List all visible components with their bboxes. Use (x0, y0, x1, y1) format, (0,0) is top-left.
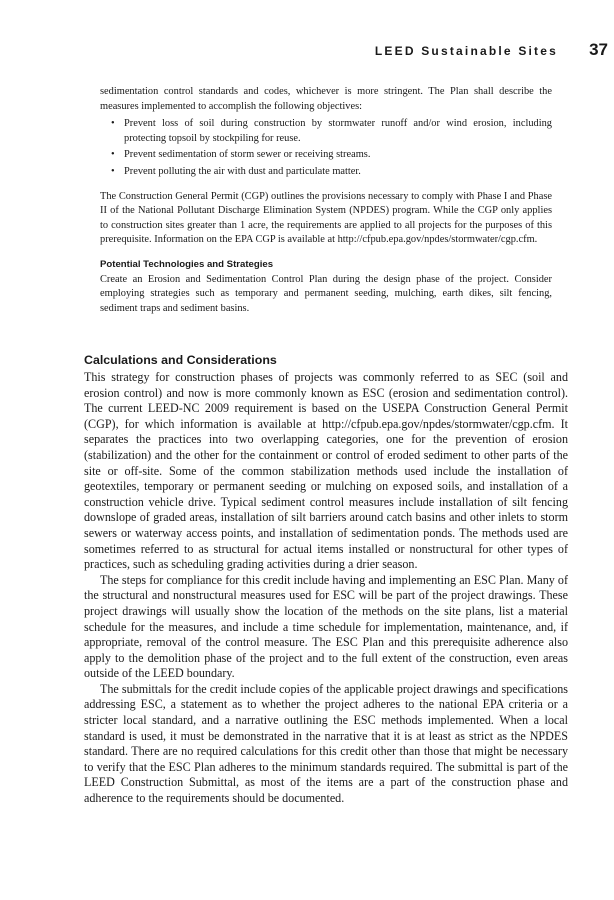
body-paragraph: This strategy for construction phases of projects was commonly referred to as SEC (soil and erosion control) and now is more commonly known as ESC (erosion and sedimentation control). The current LEED-NC 2009 requirement is based on the USEPA Construction General Permit (CGP), for which information is available at http://cfpub.epa.gov/npdes/stormwater/cgp.cfm. It separates the practices into two overlapping categories, one for the prevention of erosion (stabilization) and the other for the containment or control of eroded sediment to other parts of the site or off-site. Some of the common stabilization methods used include the installation of geotextiles, temporary or permanent seeding or mulching on exposed soils, and installation of a construction vehicle drive. Typical sediment control measures include installation of silt fencing downslope of graded areas, installation of silt barriers around catch basins and other inlets to storm sewers or waterway access points, and installation of sedimentation ponds. The methods used are sometimes referred to as structural for actual items installed or nonstructural for other types of practices, such as scheduling grading activities during a drier season. (84, 370, 568, 572)
cgp-paragraph: The Construction General Permit (CGP) outlines the provisions necessary to comply with Phase I and Phase II of the National Pollutant Discharge Elimination System (NPDES) program. While the CGP only applies to construction sites greater than 1 acre, the requirements are applied to all projects for the purposes of this prerequisite. Information on the EPA CGP is available at http://cfpub.epa.gov/npdes/stormwater/cgp.cfm. (100, 190, 552, 246)
inset-intro-paragraph: sedimentation control standards and codes, whichever is more stringent. The Plan shall describe the measures implemented to accomplish the following objectives: (100, 86, 552, 112)
strategies-paragraph: Create an Erosion and Sedimentation Control Plan during the design phase of the project. Consider employing strategies such as temporary and permanent seeding, mulching, earth dikes, silt fencing, sediment traps and sediment basins. (100, 273, 552, 314)
objective-item: • Prevent polluting the air with dust and particulate matter. (100, 165, 552, 180)
main-section (84, 352, 568, 807)
body-paragraph: The steps for compliance for this credit include having and implementing an ESC Plan. Many of the structural and nonstructural measures used for ESC will be part of the project drawings. These project drawings will usually show the location of the methods on the site plans, list a material schedule for the measures, and include a time schedule for implementation, maintenance, and, if appropriate, removal of the control measure. The ESC Plan and this prerequisite adherence also apply to the demolition phase of the project and to the full extent of the construction, even areas outside of the LEED boundary. (84, 572, 568, 681)
section-heading: Calculations and Considerations (84, 353, 277, 367)
page-number: 37 (589, 40, 608, 59)
objectives-list (100, 117, 552, 179)
running-head-title: LEED Sustainable Sites (374, 44, 558, 58)
strategies-heading: Potential Technologies and Strategies (100, 258, 274, 270)
objective-item: • Prevent sedimentation of storm sewer or receiving streams. (100, 148, 552, 163)
objective-item: • Prevent loss of soil during construction by stormwater runoff and/or wind erosion, including protecting topsoil by stockpiling for reuse. (100, 117, 552, 146)
body-paragraph: The submittals for the credit include copies of the applicable project drawings and specifications addressing ESC, a statement as to whether the project adheres to the national EPA criteria or a stricter local standard, and a narrative outlining the ESC methods implemented. When a local standard is used, it must be demonstrated in the narrative that it is at least as strict as the NPDES standard. There are no required calculations for this credit other than those that might be necessary to verify that the ESC Plan adheres to the minimum standards required. The submittal is part of the LEED Construction Submittal, as most of the items are a part of the construction phase and adherence to the requirements should be documented. (84, 681, 568, 806)
prerequisite-inset (100, 85, 552, 316)
